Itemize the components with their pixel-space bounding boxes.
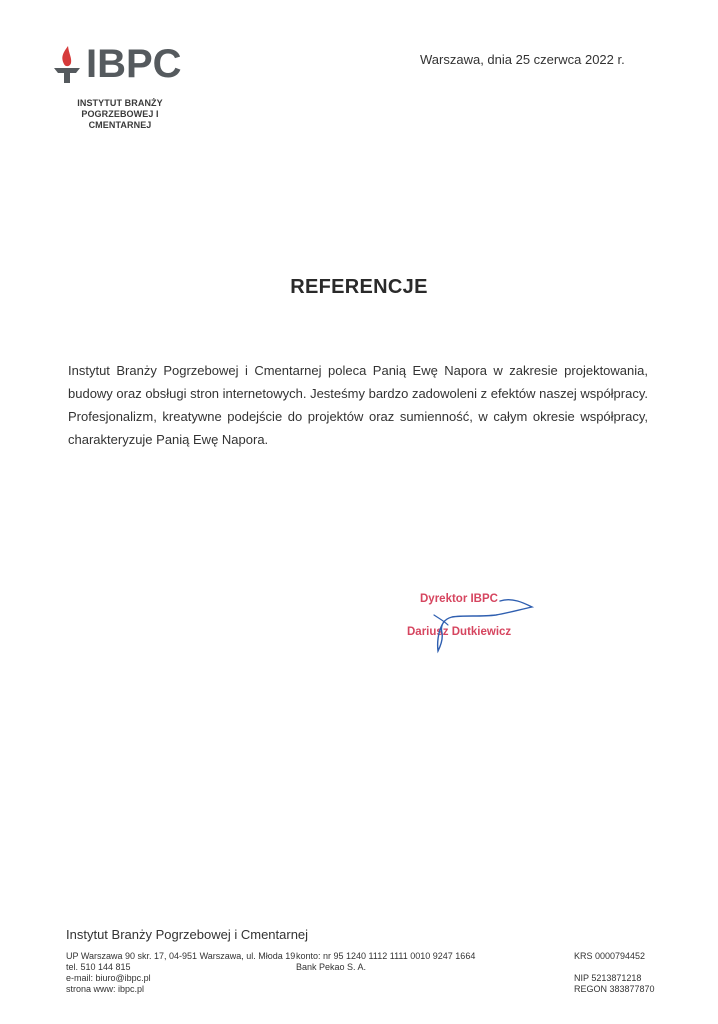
flame-torch-icon [52, 44, 82, 84]
signer-role: Dyrektor IBPC [420, 593, 498, 605]
footer-regon: REGON 383877870 [574, 984, 655, 994]
footer-email: e-mail: biuro@ibpc.pl [66, 973, 151, 983]
logo-subtitle [52, 98, 188, 131]
handwritten-signature [400, 585, 570, 657]
logo-wordmark: IBPC [86, 42, 182, 86]
footer-website: strona www: ibpc.pl [66, 984, 145, 994]
ibpc-logo [52, 42, 202, 130]
footer-org-name: Instytut Branży Pogrzebowej i Cmentarnej [66, 927, 309, 942]
footer-contact [66, 951, 296, 995]
footer-krs: KRS 0000794452 [574, 951, 646, 961]
signature-stamp [400, 585, 570, 657]
footer-account: konto: nr 95 1240 1112 1111 0010 9247 1664 [296, 951, 476, 961]
document-body: Instytut Branży Pogrzebowej i Cmentarnej poleca Panią Ewę Napora w zakresie projektowania, budowy oraz obsługi stron internetowych. Jesteśmy bardzo zadowoleni z efektów naszej współpracy. Profesjonalizm, kreatywne podejście do projektów oraz sumienność, w całym okresie współpracy, charakteryzuje Panią Ewę Napora. [68, 363, 648, 447]
footer-nip: NIP 5213871218 [574, 973, 642, 983]
footer-phone: tel. 510 144 815 [66, 962, 131, 972]
footer-registry [574, 951, 694, 995]
document-title: REFERENCJE [290, 276, 428, 298]
logo-subtitle-line1: INSTYTUT BRANŻY [77, 98, 163, 108]
footer-bank-name: Bank Pekao S. A. [296, 962, 367, 972]
footer-bank [296, 951, 516, 973]
signer-name: Dariusz Dutkiewicz [407, 626, 512, 638]
logo-subtitle-line2: POGRZEBOWEJ I CMENTARNEJ [81, 109, 159, 130]
footer-address: UP Warszawa 90 skr. 17, 04-951 Warszawa, ul. Młoda 19 [66, 951, 296, 961]
document-date: Warszawa, dnia 25 czerwca 2022 r. [420, 52, 625, 67]
